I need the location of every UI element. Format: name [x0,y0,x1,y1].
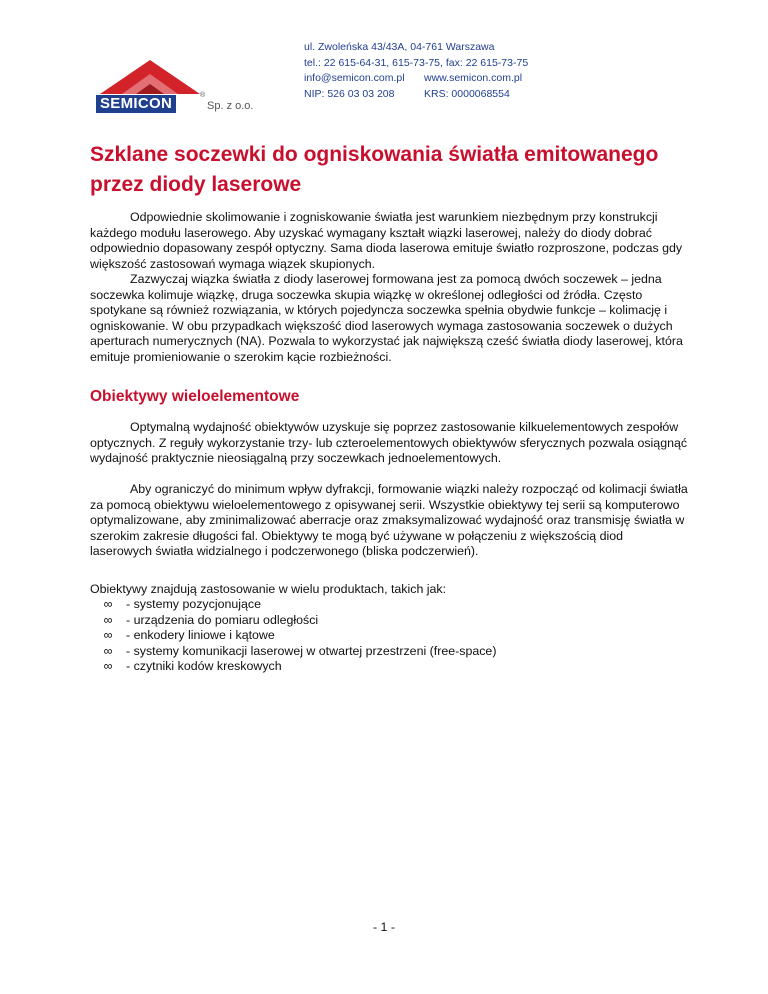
list-item: ∞ - systemy pozycjonujące [90,597,690,613]
logo-company-suffix: Sp. z o.o. [207,100,254,112]
address-line: ul. Zwoleńska 43/43A, 04-761 Warszawa [304,41,495,53]
phone-line: tel.: 22 615-64-31, 615-73-75, fax: 22 615-73-75 [304,56,529,69]
intro-paragraph-1: Odpowiednie skolimowanie i zogniskowanie światła jest warunkiem niezbędnym przy konstrukcji każdego modułu laserowego. Aby uzyskać wymagany kształt wiązki laserowej, należy do diody dobrać odpowiednio dopasowany zespół optyczny. Sama dioda laserowa emituje światło rozproszone, podczas gdy większość zastosowań wymaga wiązek skupionych. [90,210,683,271]
intro-paragraph-2: Zazwyczaj wiązka światła z diody laserowej formowana jest za pomocą dwóch soczewek – jedna soczewka kolimuje wiązkę, druga soczewka skupia wiązkę w określonej odległości od źródła. Często spotykane są również rozwiązania, w których pojedyncza soczewka spełnia obydwie funkcje – kolimację i ogniskowanie. W obu przypadkach większość diod laserowych wymaga zastosowania soczewek o dużych aperturach numerycznych (NA). Pozwala to wykorzystać jak największą cześć światła diody laserowej, która emituje promieniowanie o szerokim kącie rozbieżności. [90,272,683,364]
email-link[interactable]: info@semicon.com.pl [304,72,405,85]
page-number: - 1 - [372,920,396,934]
nip-number: NIP: 526 03 03 208 [304,87,395,100]
infinity-bullet-icon: ∞ [103,628,113,643]
list-item: ∞ - urządzenia do pomiaru odległości [90,613,690,629]
infinity-bullet-icon: ∞ [103,597,113,611]
infinity-bullet-icon: ∞ [103,643,113,658]
website-link[interactable]: www.semicon.com.pl [424,72,523,85]
document-title: Szklane soczewki do ogniskowania światła emitowanego przez diody laserowe [90,143,659,196]
section-paragraph-2: Aby ograniczyć do minimum wpływ dyfrakcji, formowanie wiązki należy rozpocząć od kolimacji światła za pomocą obiektywu wieloelementowego z opisywanej serii. Wszystkie obiektywy tej serii są komputerowo optymalizowane, aby zminimalizować aberracje oraz zmaksymalizować wydajność oraz transmisję światła w szerokim zakresie długości fal. Obiektywy te mogą być używane w połączeniu z większością diod laserowych światła widzialnego i podczerwonego (bliska podczerwień). [90,482,688,559]
logo-registered-mark: ® [200,92,206,99]
infinity-bullet-icon: ∞ [103,659,113,674]
applications-intro: Obiektywy znajdują zastosowanie w wielu produktach, takich jak: [90,582,447,596]
infinity-bullet-icon: ∞ [103,612,113,627]
list-item: ∞ - systemy komunikacji laserowej w otwartej przestrzeni (free-space) [90,644,690,660]
logo-triangle-icon [92,56,212,96]
section-paragraph-1: Optymalną wydajność obiektywów uzyskuje się poprzez zastosowanie kilkuelementowych zespołów optycznych. Z reguły wykorzystanie trzy- lub czteroelementowych obiektywów sferycznych pozwala osiągnąć wydajność praktycznie nieosiągalną przy soczewkach jednoelementowych. [90,420,688,466]
applications-list [90,597,690,675]
company-logo [92,56,292,116]
registration-line [304,87,564,103]
list-item: ∞ - enkodery liniowe i kątowe [90,628,690,644]
company-contact-block [304,40,564,102]
logo-wordmark: SEMICON [96,95,176,113]
email-website-line [304,71,564,87]
section-heading: Obiektywy wieloelementowe [90,388,300,405]
list-item: ∞ - czytniki kodów kreskowych [90,659,690,675]
krs-number: KRS: 0000068554 [424,87,510,100]
